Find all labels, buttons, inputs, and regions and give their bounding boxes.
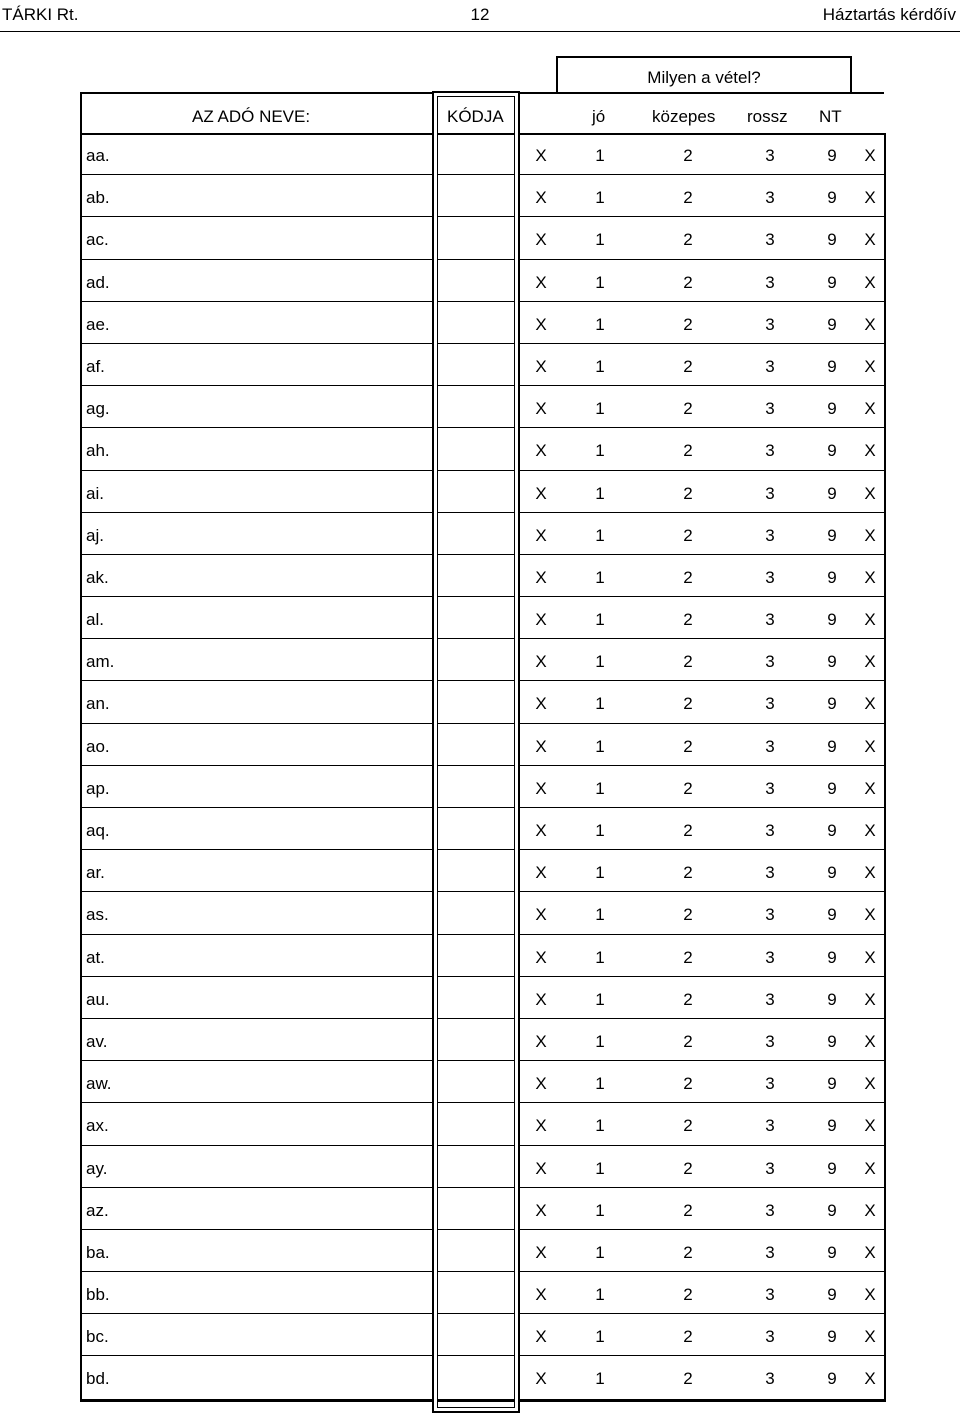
answer-code[interactable]: 3 [765,821,775,840]
station-label: ac. [86,230,109,250]
station-label: an. [86,694,110,714]
answer-code[interactable]: X [535,947,547,967]
answer-code[interactable]: X [864,694,876,714]
answer-code[interactable]: 1 [595,863,605,883]
answer-code[interactable]: X [864,736,876,756]
answer-code[interactable]: 2 [683,441,693,461]
answer-code[interactable]: 2 [683,1369,693,1389]
answer-code[interactable]: 9 [827,821,837,840]
answer-code[interactable]: 3 [765,736,775,756]
answer-code[interactable]: 9 [827,736,837,756]
answer-code[interactable]: 1 [595,1327,605,1347]
answer-code[interactable]: X [864,1369,876,1389]
answer-code[interactable]: X [864,1031,876,1051]
answer-code[interactable]: 3 [765,188,775,208]
answer-code[interactable]: 1 [595,399,605,419]
answer-code[interactable]: X [864,821,876,840]
answer-code[interactable]: 3 [765,1242,775,1262]
answer-code[interactable]: 9 [827,1074,837,1094]
answer-code[interactable]: 2 [683,188,693,208]
answer-code[interactable]: 9 [827,1200,837,1220]
answer-code[interactable]: 1 [595,230,605,250]
station-label: ao. [86,736,110,756]
answer-code[interactable]: X [535,1031,547,1051]
answer-code[interactable]: 9 [827,1285,837,1305]
station-label: ae. [86,314,110,334]
answer-code[interactable]: X [535,272,547,292]
answer-code[interactable]: X [535,905,547,925]
answer-code[interactable]: X [535,441,547,461]
header-right-text: Háztartás kérdőív [822,5,956,24]
answer-code[interactable]: 1 [595,736,605,756]
answer-code[interactable]: 9 [827,863,837,883]
answer-code[interactable]: X [535,1116,547,1136]
answer-code[interactable]: X [535,399,547,419]
answer-code[interactable]: X [864,230,876,250]
answer-code[interactable]: 3 [765,441,775,461]
station-label: az. [86,1200,109,1220]
station-label: ay. [86,1158,108,1178]
answer-code[interactable]: 3 [765,1200,775,1220]
answer-code[interactable]: X [535,610,547,630]
station-label: bb. [86,1285,110,1305]
answer-code[interactable]: X [535,356,547,376]
answer-code[interactable]: 9 [827,314,837,334]
answer-code[interactable]: X [864,441,876,461]
answer-code[interactable]: 9 [827,610,837,630]
answer-code[interactable]: 9 [827,146,837,165]
answer-code[interactable]: 2 [683,230,693,250]
answer-code[interactable]: 3 [765,905,775,925]
answer-code[interactable]: X [864,947,876,967]
station-label: ba. [86,1242,110,1262]
answer-code[interactable]: 9 [827,567,837,587]
station-label: ai. [86,483,104,503]
answer-code[interactable]: 9 [827,230,837,250]
answer-code[interactable]: 2 [683,1285,693,1305]
answer-code[interactable]: 2 [683,905,693,925]
answer-code[interactable]: X [535,1158,547,1178]
answer-code[interactable]: 9 [827,441,837,461]
answer-code[interactable]: 2 [683,1031,693,1051]
answer-code[interactable]: 9 [827,483,837,503]
answer-code[interactable]: 9 [827,778,837,798]
header-left-text: TÁRKI Rt. [2,5,79,24]
answer-code[interactable]: 9 [827,905,837,925]
station-label: ah. [86,441,110,461]
answer-code[interactable]: 2 [683,272,693,292]
answer-code[interactable]: 3 [765,399,775,419]
answer-code[interactable]: 3 [765,989,775,1009]
answer-code[interactable]: X [864,146,876,165]
answer-code[interactable]: X [864,1200,876,1220]
answer-code[interactable]: 3 [765,652,775,672]
answer-code[interactable]: X [864,610,876,630]
answer-code[interactable]: X [535,652,547,672]
station-label: au. [86,989,110,1009]
answer-code[interactable]: 2 [683,483,693,503]
station-label: ab. [86,188,110,208]
answer-code[interactable]: 2 [683,356,693,376]
answer-code[interactable]: 9 [827,356,837,376]
answer-code[interactable]: X [535,1327,547,1347]
answer-code[interactable]: X [864,778,876,798]
answer-code[interactable]: 2 [683,146,693,165]
answer-code[interactable]: 1 [595,947,605,967]
answer-code[interactable]: 2 [683,314,693,334]
answer-code[interactable]: 9 [827,694,837,714]
station-label: at. [86,947,105,967]
answer-code[interactable]: X [535,146,547,165]
answer-code[interactable]: 3 [765,694,775,714]
answer-code[interactable]: X [864,1327,876,1347]
answer-code[interactable]: X [864,483,876,503]
answer-code[interactable]: 9 [827,1242,837,1262]
answer-code[interactable]: X [535,483,547,503]
answer-code[interactable]: 1 [595,188,605,208]
answer-code[interactable]: 9 [827,652,837,672]
answer-code[interactable]: 3 [765,610,775,630]
answer-code[interactable]: 9 [827,399,837,419]
answer-code[interactable]: X [864,272,876,292]
answer-code[interactable]: 2 [683,525,693,545]
answer-code[interactable]: 1 [595,610,605,630]
answer-code[interactable]: X [864,314,876,334]
answer-code[interactable]: X [535,230,547,250]
answer-code[interactable]: 1 [595,146,605,165]
answer-code[interactable]: 3 [765,272,775,292]
station-label: af. [86,356,105,376]
station-label: aw. [86,1074,112,1094]
answer-code[interactable]: 2 [683,1074,693,1094]
station-label: ap. [86,778,110,798]
answer-code[interactable]: X [535,1200,547,1220]
answer-code[interactable]: 1 [595,441,605,461]
answer-code[interactable]: 9 [827,188,837,208]
answer-code[interactable]: X [535,1074,547,1094]
answer-code[interactable]: X [864,1285,876,1305]
answer-code[interactable]: 1 [595,356,605,376]
answer-code[interactable]: X [535,1242,547,1262]
station-label: bd. [86,1369,110,1389]
answer-code[interactable]: X [864,652,876,672]
answer-code[interactable]: 3 [765,230,775,250]
answer-code[interactable]: X [535,314,547,334]
column-good-label: jó [592,107,606,126]
answer-code[interactable]: 9 [827,989,837,1009]
station-label: am. [86,652,115,672]
answer-code[interactable]: 1 [595,1116,605,1136]
answer-code[interactable]: 9 [827,525,837,545]
answer-code[interactable]: 3 [765,1369,775,1389]
answer-code[interactable]: X [535,778,547,798]
answer-code[interactable]: 2 [683,1242,693,1262]
station-label: ar. [86,863,105,883]
answer-code[interactable]: 1 [595,1242,605,1262]
answer-code[interactable]: X [535,525,547,545]
answer-code[interactable]: 3 [765,947,775,967]
answer-code[interactable]: X [535,694,547,714]
header-rule [0,31,960,32]
answer-code[interactable]: 9 [827,1327,837,1347]
answer-code[interactable]: X [535,1285,547,1305]
station-label: ax. [86,1116,109,1136]
answer-code[interactable]: 1 [595,483,605,503]
answer-code[interactable]: 3 [765,1285,775,1305]
answer-code[interactable]: 9 [827,272,837,292]
answer-code[interactable]: 3 [765,1327,775,1347]
answer-code[interactable]: 3 [765,1031,775,1051]
answer-code[interactable]: 3 [765,1074,775,1094]
answer-code[interactable]: 1 [595,905,605,925]
station-label: aq. [86,821,110,840]
answer-code[interactable]: X [864,567,876,587]
station-label: al. [86,610,104,630]
answer-code[interactable]: X [864,1158,876,1178]
answer-code[interactable]: 1 [595,821,605,840]
answer-code[interactable]: 1 [595,989,605,1009]
answer-code[interactable]: 1 [595,1074,605,1094]
answer-code[interactable]: 3 [765,314,775,334]
answer-code[interactable]: 2 [683,610,693,630]
answer-code[interactable]: 2 [683,736,693,756]
answer-code[interactable]: 1 [595,1369,605,1389]
answer-code[interactable]: X [535,567,547,587]
answer-code[interactable]: X [535,1369,547,1389]
answer-code[interactable]: X [864,1242,876,1262]
answer-code[interactable]: X [535,863,547,883]
station-label: ag. [86,399,110,419]
column-bad-label: rossz [747,107,788,126]
answer-code[interactable]: 9 [827,1158,837,1178]
answer-code[interactable]: 2 [683,1158,693,1178]
answer-code[interactable]: 2 [683,821,693,840]
answer-code[interactable]: 2 [683,1116,693,1136]
station-label: aa. [86,146,110,165]
answer-code[interactable]: X [864,525,876,545]
question-header: Milyen a vétel? [556,56,852,94]
answer-code[interactable]: 3 [765,146,775,165]
column-name-label: AZ ADÓ NEVE: [192,107,311,126]
page-number: 12 [470,5,490,24]
answer-code[interactable]: 1 [595,778,605,798]
answer-code[interactable]: 1 [595,314,605,334]
answer-code[interactable]: 2 [683,652,693,672]
answer-code[interactable]: 2 [683,1200,693,1220]
answer-code[interactable]: 2 [683,947,693,967]
answer-code[interactable]: 1 [595,1200,605,1220]
answer-code[interactable]: 3 [765,567,775,587]
station-label: av. [86,1031,108,1051]
answer-code[interactable]: X [864,356,876,376]
answer-code[interactable]: 3 [765,1158,775,1178]
answer-code[interactable]: X [864,1116,876,1136]
answer-code[interactable]: 2 [683,989,693,1009]
answer-code[interactable]: 1 [595,272,605,292]
column-code-label: KÓDJA [447,107,504,126]
answer-code[interactable]: 3 [765,525,775,545]
answer-code[interactable]: 3 [765,778,775,798]
answer-code[interactable]: 1 [595,567,605,587]
answer-code[interactable]: 2 [683,399,693,419]
answer-code[interactable]: X [535,821,547,840]
answer-code[interactable]: X [864,188,876,208]
station-label: ak. [86,567,109,587]
station-label: bc. [86,1327,109,1347]
answer-code[interactable]: 2 [683,778,693,798]
answer-code[interactable]: 3 [765,356,775,376]
answer-code[interactable]: 3 [765,863,775,883]
answer-code[interactable]: 9 [827,947,837,967]
answer-code[interactable]: 1 [595,694,605,714]
answer-code[interactable]: 9 [827,1116,837,1136]
answer-code[interactable]: X [535,989,547,1009]
answer-code[interactable]: X [864,1074,876,1094]
answer-code[interactable]: 2 [683,694,693,714]
station-label: aj. [86,525,104,545]
answer-code[interactable]: 2 [683,567,693,587]
answer-code[interactable]: 2 [683,1327,693,1347]
answer-code[interactable]: 1 [595,652,605,672]
answer-code[interactable]: 1 [595,1158,605,1178]
column-nt-label: NT [819,107,842,126]
answer-code[interactable]: X [864,399,876,419]
station-label: as. [86,905,109,925]
answer-code[interactable]: 1 [595,1031,605,1051]
code-column-box [432,91,520,1413]
station-label: ad. [86,272,110,292]
answer-code[interactable]: 1 [595,1285,605,1305]
answer-code[interactable]: X [535,736,547,756]
column-medium-label: közepes [652,107,716,126]
answer-code[interactable]: 9 [827,1369,837,1389]
answer-code[interactable]: X [864,905,876,925]
answer-code[interactable]: 9 [827,1031,837,1051]
answer-code[interactable]: 3 [765,1116,775,1136]
answer-code[interactable]: 1 [595,525,605,545]
answer-code[interactable]: X [535,188,547,208]
answer-code[interactable]: X [864,863,876,883]
answer-code[interactable]: 2 [683,863,693,883]
answer-code[interactable]: X [864,989,876,1009]
answer-code[interactable]: 3 [765,483,775,503]
